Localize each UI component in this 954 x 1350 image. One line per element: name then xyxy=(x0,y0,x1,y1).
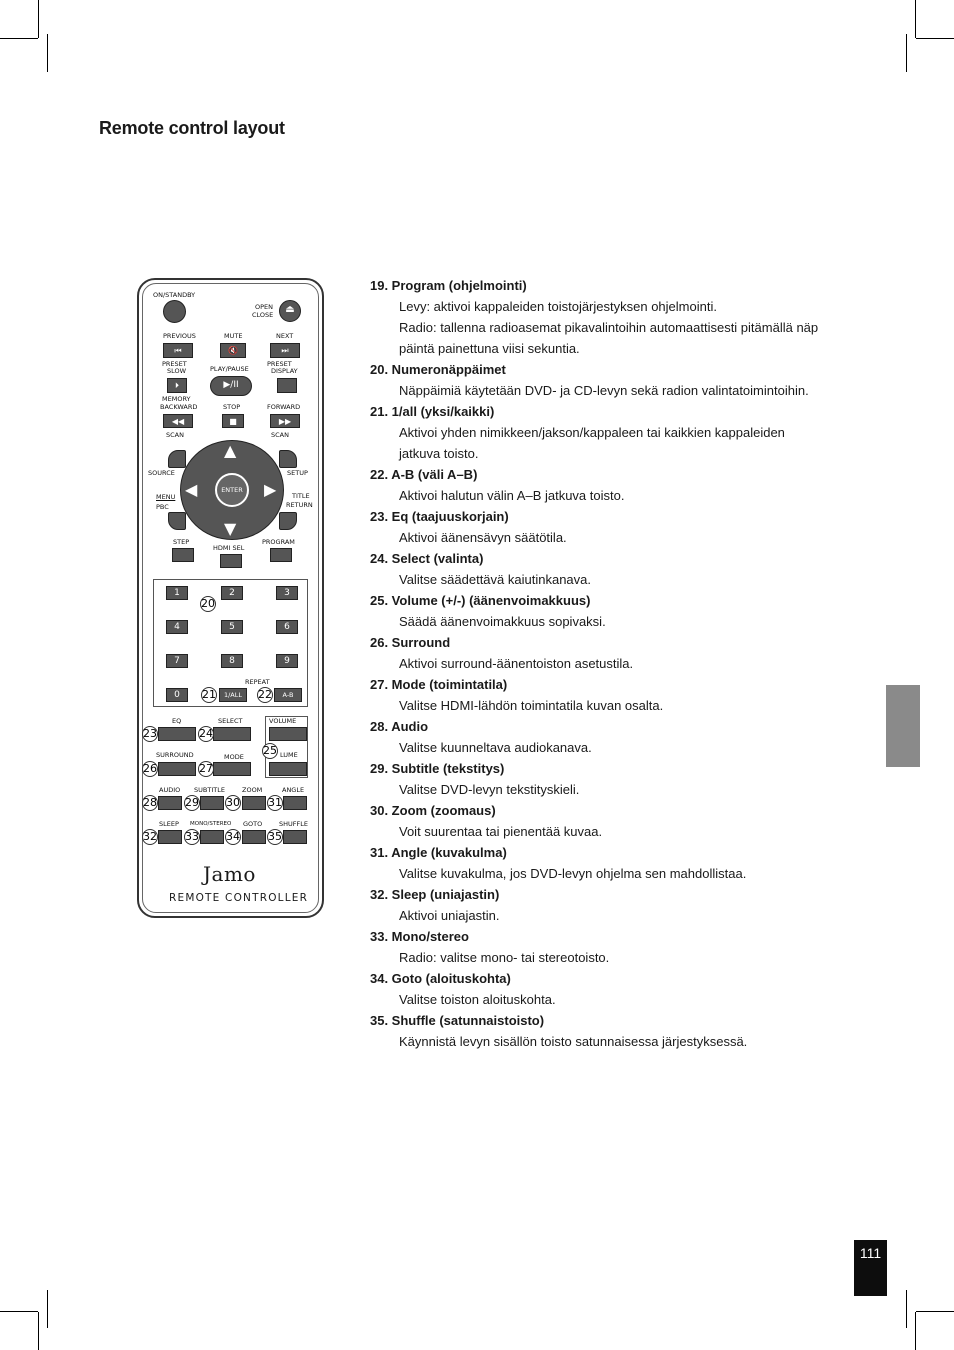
callout-20: 20 xyxy=(201,597,215,610)
audio-label: AUDIO xyxy=(159,786,181,794)
item-20 xyxy=(370,359,850,401)
item-heading: 24. Select (valinta) xyxy=(370,551,484,566)
item-34 xyxy=(370,968,850,1010)
preset-minus-label: PRESET xyxy=(162,360,187,368)
callout-25: 25 xyxy=(263,744,277,757)
menu-label: MENU xyxy=(156,493,176,501)
item-text: Käynnistä levyn sisällön toisto satunnaisessa järjestyksessä. xyxy=(399,1034,748,1049)
item-heading: 23. Eq (taajuuskorjain) xyxy=(370,509,509,524)
item-21 xyxy=(370,401,850,464)
item-31 xyxy=(370,842,850,884)
item-heading: 21. 1/all (yksi/kaikki) xyxy=(370,404,495,419)
item-24 xyxy=(370,548,850,590)
key-0: 0 xyxy=(166,688,188,702)
arrow-down-icon: ▼ xyxy=(224,519,237,538)
mute-button: 🔇 xyxy=(220,343,246,358)
mono-stereo-label: MONO/STEREO xyxy=(190,821,232,827)
item-heading: 27. Mode (toimintatila) xyxy=(370,677,508,692)
setup-label: SETUP xyxy=(287,469,308,477)
angle-label: ANGLE xyxy=(282,786,305,794)
callout-22: 22 xyxy=(258,688,272,701)
scan-right-label: SCAN xyxy=(271,431,289,439)
item-heading: 25. Volume (+/-) (äänenvoimakkuus) xyxy=(370,593,591,608)
item-22 xyxy=(370,464,850,506)
goto-button xyxy=(242,830,266,844)
program-button xyxy=(270,548,292,562)
return-label: RETURN xyxy=(286,501,313,509)
item-heading: 35. Shuffle (satunnaistoisto) xyxy=(370,1013,545,1028)
arrow-left-icon: ◀ xyxy=(185,480,198,499)
item-23 xyxy=(370,506,850,548)
volume-up-button xyxy=(269,727,307,741)
callout-33: 33 xyxy=(185,830,199,843)
crop-mark xyxy=(915,0,916,38)
callout-21: 21 xyxy=(202,688,216,701)
item-heading: 32. Sleep (uniajastin) xyxy=(370,887,500,902)
display-button xyxy=(277,378,297,393)
power-button xyxy=(163,300,186,323)
one-all-button: 1/ALL xyxy=(219,688,247,702)
next-label: NEXT xyxy=(276,332,294,340)
brand-logo: Jamo xyxy=(203,862,256,886)
key-3: 3 xyxy=(276,586,298,600)
item-text: Radio: valitse mono- tai stereotoisto. xyxy=(399,950,610,965)
item-text: Aktivoi uniajastin. xyxy=(399,908,500,923)
item-text: päintä painettuna viisi sekuntia. xyxy=(399,341,580,356)
slow-button: ⏵ xyxy=(167,378,187,393)
sleep-button xyxy=(158,830,182,844)
callout-32: 32 xyxy=(143,830,157,843)
hdmi-sel-label: HDMI SEL xyxy=(213,544,245,552)
zoom-button xyxy=(242,796,266,810)
callout-35: 35 xyxy=(268,830,282,843)
on-standby-label: ON/STANDBY xyxy=(153,291,196,299)
stop-label: STOP xyxy=(223,403,241,411)
memory-label: MEMORY xyxy=(162,395,191,403)
item-32 xyxy=(370,884,850,926)
arrow-right-icon: ▶ xyxy=(264,480,277,499)
scan-left-label: SCAN xyxy=(166,431,184,439)
subtitle-button xyxy=(200,796,224,810)
crop-mark xyxy=(47,1290,48,1328)
crop-mark xyxy=(906,34,907,72)
open-label: OPEN xyxy=(255,303,274,311)
step-button xyxy=(172,548,194,562)
hdmi-sel-button xyxy=(220,554,242,568)
item-heading: 26. Surround xyxy=(370,635,451,650)
page-title: Remote control layout xyxy=(99,118,285,138)
crop-mark xyxy=(0,1311,38,1312)
crop-mark xyxy=(38,0,39,38)
source-label: SOURCE xyxy=(148,469,175,477)
item-26 xyxy=(370,632,850,674)
key-6: 6 xyxy=(276,620,298,634)
item-text: Valitse kuunneltava audiokanava. xyxy=(399,740,592,755)
mute-label: MUTE xyxy=(224,332,243,340)
item-heading: 20. Numeronäppäimet xyxy=(370,362,506,377)
close-label: CLOSE xyxy=(252,311,274,319)
item-text: Levy: aktivoi kappaleiden toistojärjestyksen ohjelmointi. xyxy=(399,299,717,314)
mode-button xyxy=(213,762,251,776)
callout-27: 27 xyxy=(199,762,213,775)
item-25 xyxy=(370,590,850,632)
item-text: Valitse kuvakulma, jos DVD-levyn ohjelma sen mahdollistaa. xyxy=(399,866,747,881)
callout-28: 28 xyxy=(143,796,157,809)
callout-34: 34 xyxy=(226,830,240,843)
callout-23: 23 xyxy=(143,727,157,740)
volume-plus-label: VOLUME xyxy=(269,717,297,725)
item-text: Aktivoi halutun välin A–B jatkuva toisto. xyxy=(399,488,625,503)
item-heading: 33. Mono/stereo xyxy=(370,929,469,944)
item-text: Valitse DVD-levyn tekstityskieli. xyxy=(399,782,580,797)
volume-minus-label: LUME xyxy=(280,751,298,759)
a-b-button: A-B xyxy=(274,688,302,702)
eq-button xyxy=(158,727,196,741)
key-8: 8 xyxy=(221,654,243,668)
title-label: TITLE xyxy=(292,492,310,500)
crop-mark xyxy=(47,34,48,72)
item-text: Säädä äänenvoimakkuus sopivaksi. xyxy=(399,614,606,629)
display-label: DISPLAY xyxy=(271,367,298,375)
item-heading: 30. Zoom (zoomaus) xyxy=(370,803,496,818)
page-number-box xyxy=(854,1240,887,1296)
subtitle-label: SUBTITLE xyxy=(194,786,225,794)
item-30 xyxy=(370,800,850,842)
forward-button: ▶▶ xyxy=(270,414,300,428)
eq-label: EQ xyxy=(172,717,182,725)
preset-plus-label: PRESET xyxy=(267,360,292,368)
pbc-label: PBC xyxy=(156,503,169,511)
surround-button xyxy=(158,762,196,776)
item-27 xyxy=(370,674,850,716)
play-pause-button: ▶/II xyxy=(210,376,252,396)
callout-31: 31 xyxy=(268,796,282,809)
angle-button xyxy=(283,796,307,810)
previous-button: ⏮ xyxy=(163,343,193,358)
item-text: Radio: tallenna radioasemat pikavalintoihin automaattisesti pitämällä näp xyxy=(399,320,819,335)
mono-stereo-button xyxy=(200,830,224,844)
next-button: ⏭ xyxy=(270,343,300,358)
volume-down-button xyxy=(269,762,307,776)
goto-label: GOTO xyxy=(243,820,263,828)
crop-mark xyxy=(906,1290,907,1328)
crop-mark xyxy=(916,1311,954,1312)
sleep-label: SLEEP xyxy=(159,820,179,828)
key-7: 7 xyxy=(166,654,188,668)
callout-24: 24 xyxy=(199,727,213,740)
select-button xyxy=(213,727,251,741)
zoom-label: ZOOM xyxy=(242,786,263,794)
play-pause-label: PLAY/PAUSE xyxy=(210,365,249,373)
eject-button: ⏏ xyxy=(279,300,301,322)
shuffle-label: SHUFFLE xyxy=(279,820,308,828)
crop-mark xyxy=(915,1312,916,1350)
step-label: STEP xyxy=(173,538,190,546)
item-heading: 29. Subtitle (tekstitys) xyxy=(370,761,505,776)
program-label: PROGRAM xyxy=(262,538,295,546)
item-19 xyxy=(370,275,850,359)
backward-button: ◀◀ xyxy=(163,414,193,428)
key-9: 9 xyxy=(276,654,298,668)
item-text: Valitse HDMI-lähdön toimintatila kuvan osalta. xyxy=(399,698,664,713)
repeat-label: REPEAT xyxy=(245,678,270,686)
shuffle-button xyxy=(283,830,307,844)
item-text: Aktivoi yhden nimikkeen/jakson/kappaleen tai kaikkien kappaleiden xyxy=(399,425,785,440)
select-label: SELECT xyxy=(218,717,243,725)
item-heading: 19. Program (ohjelmointi) xyxy=(370,278,527,293)
crop-mark xyxy=(916,38,954,39)
section-tab xyxy=(886,685,920,767)
item-text: Valitse säädettävä kaiutinkanava. xyxy=(399,572,591,587)
item-heading: 34. Goto (aloituskohta) xyxy=(370,971,511,986)
item-text: Valitse toiston aloituskohta. xyxy=(399,992,556,1007)
page-number: 111 xyxy=(859,1245,882,1261)
crop-mark xyxy=(0,38,38,39)
surround-label: SURROUND xyxy=(156,751,194,759)
forward-label: FORWARD xyxy=(267,403,301,411)
key-1: 1 xyxy=(166,586,188,600)
callout-29: 29 xyxy=(185,796,199,809)
item-29 xyxy=(370,758,850,800)
callout-26: 26 xyxy=(143,762,157,775)
key-5: 5 xyxy=(221,620,243,634)
enter-button: ENTER xyxy=(215,473,249,507)
slow-label: SLOW xyxy=(167,367,187,375)
mode-label: MODE xyxy=(224,753,244,761)
item-28 xyxy=(370,716,850,758)
item-35 xyxy=(370,1010,850,1052)
audio-button xyxy=(158,796,182,810)
item-text: Aktivoi surround-äänentoiston asetustila. xyxy=(399,656,634,671)
key-4: 4 xyxy=(166,620,188,634)
item-text: Näppäimiä käytetään DVD- ja CD-levyn sekä radion valintatoimintoihin. xyxy=(399,383,809,398)
item-33 xyxy=(370,926,850,968)
callout-30: 30 xyxy=(226,796,240,809)
remote-controller-label: REMOTE CONTROLLER xyxy=(169,892,309,904)
item-heading: 28. Audio xyxy=(370,719,429,734)
stop-button: ■ xyxy=(222,414,244,428)
item-text: Aktivoi äänensävyn säätötila. xyxy=(399,530,567,545)
backward-label: BACKWARD xyxy=(160,403,198,411)
previous-label: PREVIOUS xyxy=(163,332,196,340)
item-heading: 22. A-B (väli A–B) xyxy=(370,467,478,482)
crop-mark xyxy=(38,1312,39,1350)
item-text: Voit suurentaa tai pienentää kuvaa. xyxy=(399,824,603,839)
item-heading: 31. Angle (kuvakulma) xyxy=(370,845,507,860)
navigation-pad xyxy=(180,440,284,540)
item-text: jatkuva toisto. xyxy=(399,446,479,461)
arrow-up-icon: ▲ xyxy=(224,441,237,460)
key-2: 2 xyxy=(221,586,243,600)
button-description-list xyxy=(370,275,850,1052)
